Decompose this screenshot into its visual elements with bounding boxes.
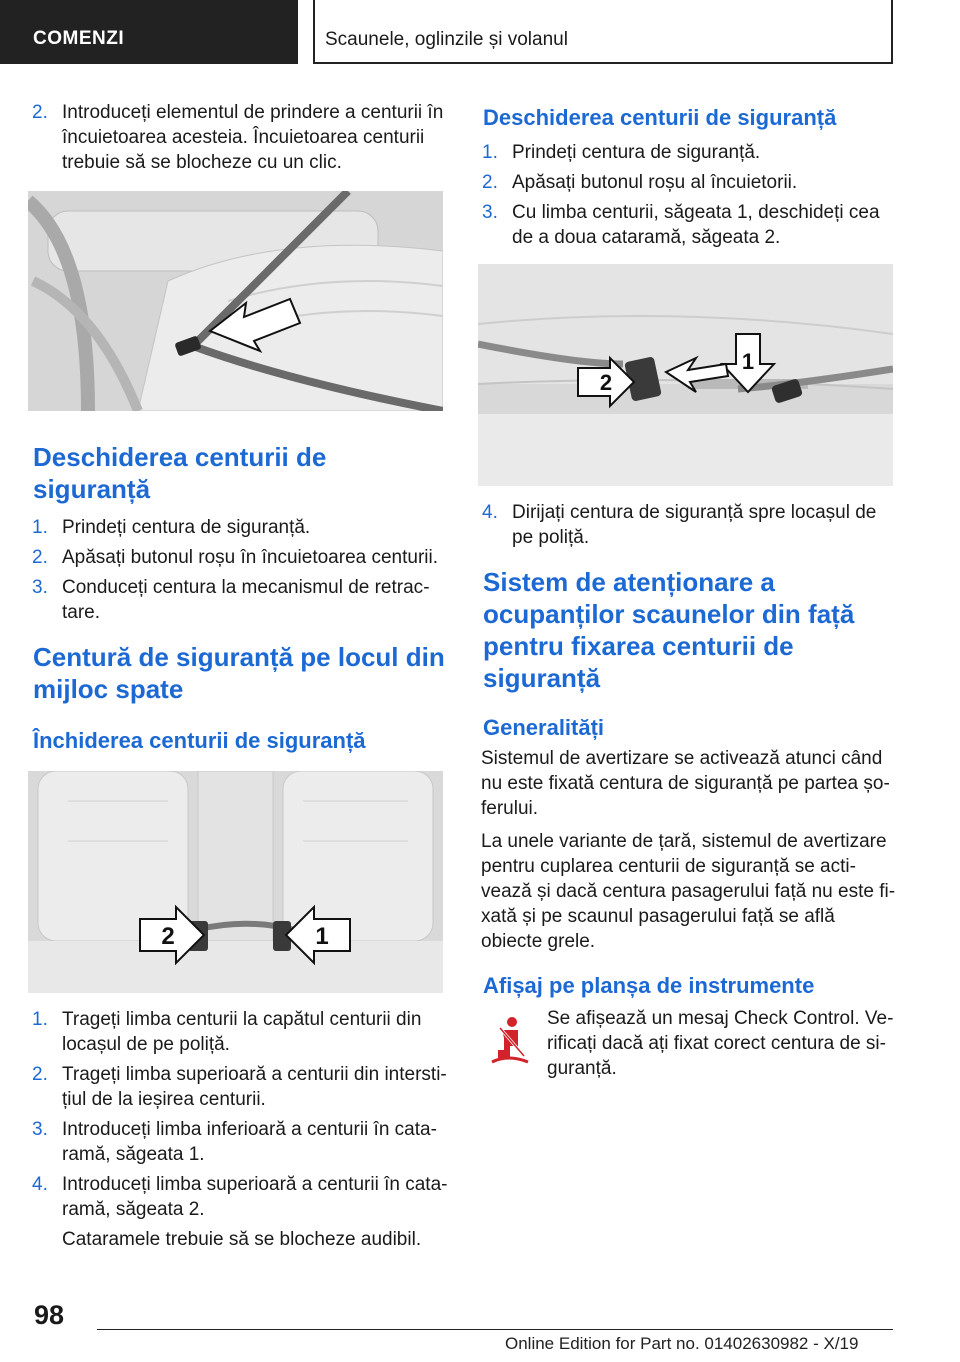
step-text: Introduceți elementul de prindere a centurii în încuietoarea acesteia. Încuietoarea centurii trebuie să se blocheze cu un clic.: [62, 102, 444, 173]
step-text: Introduceți limba inferioară a centurii în cataramă, săgeata 1.: [62, 1119, 437, 1165]
page-number: 98: [34, 1300, 65, 1330]
front-seat-illustration: [28, 191, 443, 411]
open-belt-steps: [28, 515, 448, 625]
closing-belt-steps: [28, 1007, 448, 1222]
section-tab: [0, 0, 298, 64]
list-item: [28, 1172, 448, 1222]
step-number: 3.: [32, 1119, 48, 1140]
edition-label: Online Edition for Part no. 01402630982 - X/19: [505, 1334, 859, 1353]
step-text: Prindeți centura de siguranță.: [62, 517, 311, 538]
section-label: COMENZI: [33, 28, 125, 49]
step-number: 2.: [32, 547, 48, 568]
list-item: [28, 100, 448, 175]
open-middle-belt-step4: [478, 500, 896, 550]
open-belt-heading: Deschiderea centurii de siguranță: [33, 442, 327, 504]
page-header: [0, 0, 960, 66]
step-number: 2.: [32, 1064, 48, 1085]
warning-system-heading: Sistem de atenționare a ocupanților scaunelor din față pentru fixarea centurii de siguranță: [483, 567, 855, 693]
footer-divider: [97, 1329, 893, 1330]
seatbelt-warning-icon: [488, 1016, 530, 1064]
step-number: 1.: [482, 142, 498, 163]
step-number: 2.: [32, 102, 48, 123]
list-item: [478, 200, 896, 250]
step-number: 4.: [482, 502, 498, 523]
chapter-tab: [313, 0, 893, 64]
step-number: 3.: [32, 577, 48, 598]
list-item: [28, 545, 448, 570]
list-item: [28, 1117, 448, 1167]
step-text: Apăsați butonul roșu al încuietorii.: [512, 172, 798, 193]
closing-belt-heading: Închiderea centurii de siguranță: [33, 728, 366, 753]
step-number: 4.: [32, 1174, 48, 1195]
list-item: [478, 170, 896, 195]
display-message-text: Se afișează un mesaj Check Control. Verificați dacă ați fixat corect centura de siguranță.: [547, 1008, 894, 1079]
step-text: Conduceți centura la mecanismul de retractare.: [62, 577, 430, 623]
list-item: [28, 1007, 448, 1057]
list-item: [28, 515, 448, 540]
chapter-label: Scaunele, oglinzile și volanul: [325, 29, 568, 50]
step-number: 3.: [482, 202, 498, 223]
step-number: 1.: [32, 517, 48, 538]
step-text: Prindeți centura de siguranță.: [512, 142, 761, 163]
open-middle-belt-heading: Deschiderea centurii de siguranță: [483, 105, 837, 130]
list-item: [478, 140, 896, 165]
list-item: [28, 1062, 448, 1112]
step-text: Apăsați butonul roșu în încuietoarea centurii.: [62, 547, 439, 568]
rear-seat-illustration: [28, 771, 443, 993]
fig-callout-2: 2: [161, 923, 175, 950]
step-text: Cu limba centurii, săgeata 1, deschideți cea de a doua cataramă, săgeata 2.: [512, 202, 880, 248]
middle-seat-heading: Centură de siguranță pe locul din mijloc spate: [33, 642, 445, 704]
general-paragraph-1: Sistemul de avertizare se activează atunci când nu este fixată centura de siguranță pe partea șoferului.: [481, 748, 890, 819]
fig-callout-2: 2: [599, 370, 613, 395]
intro-step-list: [28, 100, 448, 175]
right-column: [478, 100, 896, 1096]
general-heading: Generalități: [483, 715, 605, 740]
middle-belt-illustration: [478, 264, 893, 486]
step-text: Trageți limba centurii la capătul centurii din locașul de pe poliță.: [62, 1009, 422, 1055]
open-middle-belt-steps: [478, 140, 896, 250]
fig-callout-1: 1: [741, 349, 755, 374]
display-heading: Afișaj pe planșa de instrumente: [483, 973, 815, 998]
step-number: 2.: [482, 172, 498, 193]
middle-belt-unlock-figure: [478, 264, 893, 486]
list-item: [478, 500, 896, 550]
rear-middle-seat-figure: [28, 771, 443, 993]
list-item: [28, 575, 448, 625]
step-text: Introduceți limba superioară a centurii în cataramă, săgeata 2.: [62, 1174, 448, 1220]
closing-note: Cataramele trebuie să se blocheze audibil.: [62, 1229, 422, 1250]
front-seat-buckle-figure: [28, 191, 443, 411]
display-message-block: [478, 1006, 896, 1096]
left-column: [28, 100, 448, 1252]
step-text: Trageți limba superioară a centurii din interstițiul de la ieșirea centurii.: [62, 1064, 447, 1110]
step-text: Dirijați centura de siguranță spre locașul de pe poliță.: [512, 502, 877, 548]
general-paragraph-2: La unele variante de țară, sistemul de avertizare pentru cuplarea centurii de siguranță se activează și dacă centura pasagerului față nu este fixată și pe scaunul pasagerului față se află obiecte grele.: [481, 831, 896, 952]
step-number: 1.: [32, 1009, 48, 1030]
fig-callout-1: 1: [315, 923, 329, 950]
